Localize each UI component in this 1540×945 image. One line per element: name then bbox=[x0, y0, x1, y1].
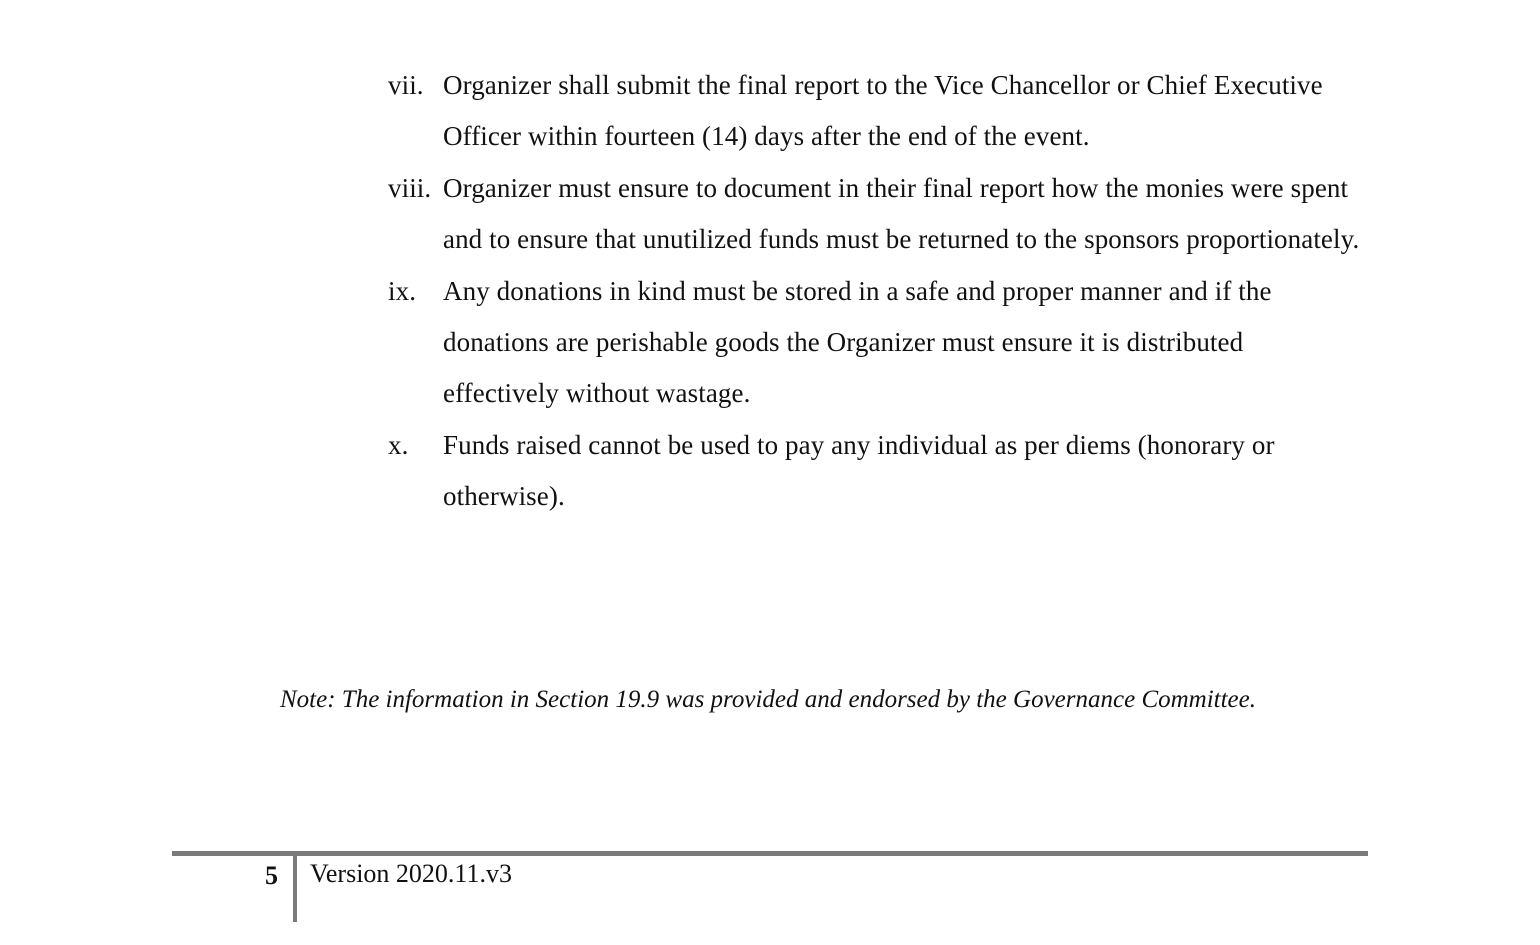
list-item-text: Any donations in kind must be stored in a safe and proper manner and if the donations are perishable goods the Organizer must ensure it is distributed effectively without wastage. bbox=[443, 275, 1272, 409]
list-item-text: Funds raised cannot be used to pay any individual as per diems (honorary or otherwise). bbox=[443, 429, 1275, 512]
policy-list bbox=[388, 60, 1363, 523]
list-item-text: Organizer must ensure to document in their final report how the monies were spent and to ensure that unutilized funds must be returned to the sponsors proportionately. bbox=[443, 172, 1360, 255]
footer-vertical-divider bbox=[293, 856, 297, 922]
list-item bbox=[388, 60, 1363, 163]
list-item bbox=[388, 163, 1363, 266]
list-item-numeral: ix. bbox=[388, 275, 417, 306]
list-item bbox=[388, 420, 1363, 523]
governance-note: Note: The information in Section 19.9 was provided and endorsed by the Governance Committee. bbox=[280, 686, 1257, 713]
list-item-numeral: x. bbox=[388, 429, 409, 460]
list-item-text: Organizer shall submit the final report to the Vice Chancellor or Chief Executive Officer within fourteen (14) days after the end of the event. bbox=[443, 70, 1323, 152]
list-item bbox=[388, 266, 1363, 420]
list-item-numeral: vii. bbox=[388, 70, 424, 100]
list-item-numeral: viii. bbox=[388, 172, 432, 203]
page-number: 5 bbox=[265, 861, 278, 890]
version-label: Version 2020.11.v3 bbox=[310, 859, 512, 888]
